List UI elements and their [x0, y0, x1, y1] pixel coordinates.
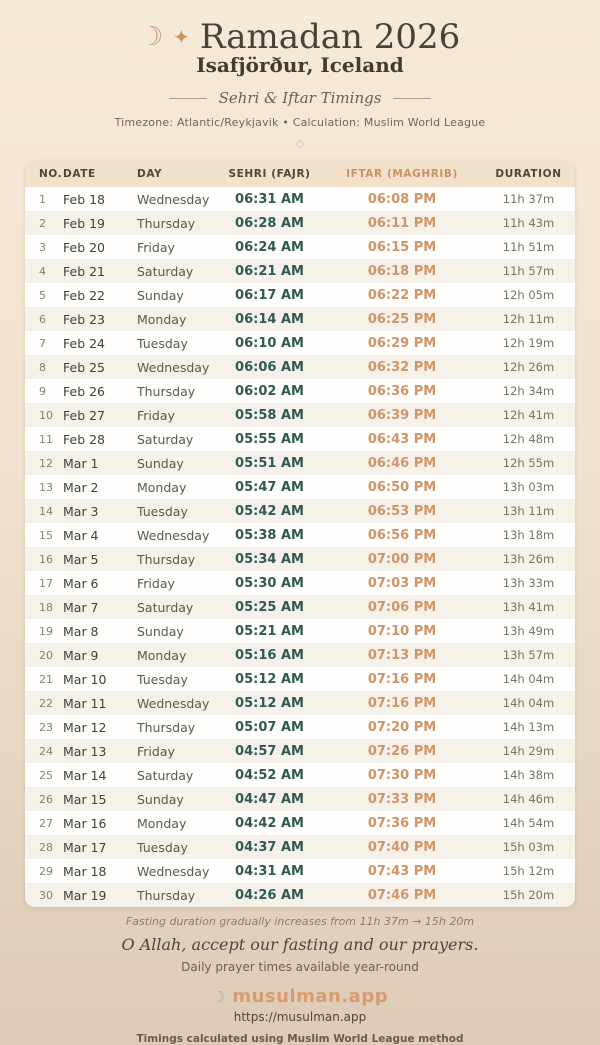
table-row — [25, 187, 575, 211]
row-number-cell: 29 — [39, 864, 53, 878]
row-number-cell: 26 — [39, 792, 53, 806]
day-cell: Saturday — [137, 263, 194, 279]
date-cell: Mar 14 — [63, 767, 107, 783]
date-cell: Feb 26 — [63, 383, 106, 399]
day-cell: Friday — [137, 239, 175, 255]
row-number-cell: 2 — [39, 216, 46, 230]
row-number-cell: 8 — [39, 360, 46, 374]
sehri-time-cell: 06:06 AM — [235, 359, 304, 375]
day-cell: Tuesday — [137, 335, 188, 351]
iftar-time-cell: 07:16 PM — [367, 671, 437, 687]
table-row — [25, 595, 575, 619]
col-header-sehri: SEHRI (FAJR) — [228, 168, 311, 180]
day-cell: Thursday — [137, 887, 196, 903]
table-row — [25, 403, 575, 427]
duration-cell: 12h 26m — [502, 360, 555, 374]
day-cell: Wednesday — [137, 695, 210, 711]
iftar-time-cell: 06:36 PM — [367, 383, 437, 399]
page-header — [115, 0, 486, 150]
brand-crescent-icon: ☾ — [211, 987, 226, 1006]
sehri-time-cell: 04:47 AM — [235, 791, 304, 807]
iftar-time-cell: 06:29 PM — [367, 335, 437, 351]
table-row — [25, 499, 575, 523]
sehri-time-cell: 05:16 AM — [235, 647, 304, 663]
duration-cell: 14h 13m — [502, 720, 555, 734]
daily-availability-note: Daily prayer times available year-round — [181, 960, 419, 974]
iftar-time-cell: 06:43 PM — [367, 431, 437, 447]
table-row — [25, 619, 575, 643]
row-number-cell: 9 — [39, 384, 46, 398]
row-number-cell: 18 — [39, 600, 53, 614]
date-cell: Mar 8 — [63, 623, 99, 639]
row-number-cell: 12 — [39, 456, 53, 470]
iftar-time-cell: 07:10 PM — [367, 623, 437, 639]
sehri-time-cell: 06:21 AM — [235, 263, 304, 279]
sehri-time-cell: 06:24 AM — [235, 239, 304, 255]
day-cell: Sunday — [137, 455, 184, 471]
iftar-time-cell: 07:43 PM — [367, 863, 437, 879]
sehri-time-cell: 05:58 AM — [235, 407, 304, 423]
date-cell: Feb 18 — [63, 191, 106, 207]
diamond-ornament-icon: ◇ — [295, 137, 305, 150]
day-cell: Saturday — [137, 599, 194, 615]
date-cell: Feb 21 — [63, 263, 106, 279]
duration-cell: 15h 12m — [502, 864, 555, 878]
duration-cell: 14h 29m — [502, 744, 555, 758]
duration-cell: 15h 03m — [502, 840, 555, 854]
duration-cell: 12h 55m — [502, 456, 555, 470]
row-number-cell: 10 — [39, 408, 53, 422]
row-number-cell: 1 — [39, 192, 46, 206]
row-number-cell: 3 — [39, 240, 46, 254]
duration-cell: 14h 04m — [502, 696, 555, 710]
date-cell: Mar 15 — [63, 791, 107, 807]
duration-cell: 14h 38m — [502, 768, 555, 782]
date-cell: Mar 19 — [63, 887, 107, 903]
date-cell: Mar 9 — [63, 647, 99, 663]
table-row — [25, 235, 575, 259]
timezone-calculation-meta: Timezone: Atlantic/Reykjavik • Calculation: Muslim World League — [114, 116, 486, 129]
col-header-no: NO. — [39, 168, 63, 180]
date-cell: Feb 28 — [63, 431, 106, 447]
day-cell: Thursday — [137, 551, 196, 567]
row-number-cell: 19 — [39, 624, 53, 638]
sehri-time-cell: 05:12 AM — [235, 695, 304, 711]
duration-cell: 11h 37m — [502, 192, 555, 206]
table-row — [25, 475, 575, 499]
day-cell: Wednesday — [137, 863, 210, 879]
fasting-duration-note: Fasting duration gradually increases from 11h 37m → 15h 20m — [125, 915, 475, 928]
row-number-cell: 15 — [39, 528, 53, 542]
row-number-cell: 7 — [39, 336, 46, 350]
col-header-date: DATE — [63, 168, 96, 180]
iftar-time-cell: 06:32 PM — [367, 359, 437, 375]
table-row — [25, 259, 575, 283]
brand-name: musulman.app — [232, 986, 389, 1007]
duration-cell: 12h 19m — [502, 336, 555, 350]
day-cell: Sunday — [137, 287, 184, 303]
duration-cell: 12h 41m — [502, 408, 555, 422]
date-cell: Mar 11 — [63, 695, 107, 711]
row-number-cell: 24 — [39, 744, 53, 758]
brand-url[interactable]: https://musulman.app — [233, 1010, 367, 1024]
iftar-time-cell: 07:46 PM — [367, 887, 437, 903]
duration-cell: 14h 04m — [502, 672, 555, 686]
date-cell: Mar 6 — [63, 575, 99, 591]
row-number-cell: 6 — [39, 312, 46, 326]
table-header-row — [25, 161, 575, 187]
sehri-time-cell: 06:31 AM — [235, 191, 304, 207]
timings-table — [25, 161, 575, 907]
sehri-time-cell: 05:38 AM — [235, 527, 304, 543]
table-row — [25, 307, 575, 331]
row-number-cell: 5 — [39, 288, 46, 302]
date-cell: Mar 1 — [63, 455, 99, 471]
sehri-time-cell: 05:51 AM — [235, 455, 304, 471]
date-cell: Feb 24 — [63, 335, 106, 351]
duration-cell: 12h 11m — [502, 312, 555, 326]
duration-cell: 13h 18m — [502, 528, 555, 542]
iftar-time-cell: 06:46 PM — [367, 455, 437, 471]
table-row — [25, 691, 575, 715]
duration-cell: 13h 11m — [502, 504, 555, 518]
row-number-cell: 23 — [39, 720, 53, 734]
row-number-cell: 20 — [39, 648, 53, 662]
table-row — [25, 571, 575, 595]
sehri-time-cell: 04:26 AM — [235, 887, 304, 903]
day-cell: Friday — [137, 407, 175, 423]
duration-cell: 13h 33m — [502, 576, 555, 590]
day-cell: Friday — [137, 575, 175, 591]
date-cell: Mar 13 — [63, 743, 107, 759]
date-cell: Mar 10 — [63, 671, 107, 687]
iftar-time-cell: 07:06 PM — [367, 599, 437, 615]
sehri-time-cell: 05:30 AM — [235, 575, 304, 591]
row-number-cell: 11 — [39, 432, 53, 446]
title-line — [115, 17, 486, 57]
date-cell: Mar 7 — [63, 599, 99, 615]
day-cell: Monday — [137, 647, 187, 663]
duration-cell: 12h 05m — [502, 288, 555, 302]
row-number-cell: 13 — [39, 480, 53, 494]
sehri-time-cell: 05:21 AM — [235, 623, 304, 639]
iftar-time-cell: 07:16 PM — [367, 695, 437, 711]
sparkle-icon: ✦ — [173, 25, 190, 49]
calculation-method-note: Timings calculated using Muslim World League method — [136, 1033, 464, 1045]
iftar-time-cell: 06:15 PM — [367, 239, 437, 255]
date-cell: Feb 25 — [63, 359, 106, 375]
col-header-iftar: IFTAR (MAGHRIB) — [346, 168, 458, 180]
table-row — [25, 331, 575, 355]
row-number-cell: 28 — [39, 840, 53, 854]
table-row — [25, 811, 575, 835]
subtitle-divider — [115, 89, 486, 107]
table-row — [25, 355, 575, 379]
day-cell: Sunday — [137, 623, 184, 639]
sehri-time-cell: 05:47 AM — [235, 479, 304, 495]
subtitle: Sehri & Iftar Timings — [218, 89, 382, 107]
sehri-time-cell: 06:17 AM — [235, 287, 304, 303]
iftar-time-cell: 06:08 PM — [367, 191, 437, 207]
table-row — [25, 763, 575, 787]
date-cell: Mar 4 — [63, 527, 99, 543]
duration-cell: 11h 43m — [502, 216, 555, 230]
row-number-cell: 22 — [39, 696, 53, 710]
iftar-time-cell: 06:53 PM — [367, 503, 437, 519]
day-cell: Thursday — [137, 719, 196, 735]
day-cell: Wednesday — [137, 191, 210, 207]
duration-cell: 12h 48m — [502, 432, 555, 446]
sehri-time-cell: 05:25 AM — [235, 599, 304, 615]
divider-line-left — [169, 98, 207, 99]
iftar-time-cell: 07:30 PM — [367, 767, 437, 783]
duration-cell: 11h 57m — [502, 264, 555, 278]
iftar-time-cell: 07:26 PM — [367, 743, 437, 759]
location-title: Isafjörður, Iceland — [196, 53, 404, 77]
row-number-cell: 14 — [39, 504, 53, 518]
iftar-time-cell: 07:20 PM — [367, 719, 437, 735]
duration-cell: 13h 41m — [502, 600, 555, 614]
row-number-cell: 16 — [39, 552, 53, 566]
date-cell: Feb 22 — [63, 287, 106, 303]
row-number-cell: 30 — [39, 888, 53, 902]
row-number-cell: 25 — [39, 768, 53, 782]
date-cell: Mar 18 — [63, 863, 107, 879]
day-cell: Thursday — [137, 383, 196, 399]
sehri-time-cell: 05:42 AM — [235, 503, 304, 519]
sehri-time-cell: 04:52 AM — [235, 767, 304, 783]
day-cell: Wednesday — [137, 359, 210, 375]
day-cell: Monday — [137, 815, 187, 831]
duration-cell: 13h 57m — [502, 648, 555, 662]
table-row — [25, 715, 575, 739]
sehri-time-cell: 06:14 AM — [235, 311, 304, 327]
duration-cell: 12h 34m — [502, 384, 555, 398]
duration-cell: 14h 46m — [502, 792, 555, 806]
sehri-time-cell: 05:55 AM — [235, 431, 304, 447]
day-cell: Saturday — [137, 767, 194, 783]
row-number-cell: 27 — [39, 816, 53, 830]
day-cell: Sunday — [137, 791, 184, 807]
table-row — [25, 835, 575, 859]
dua-quote: O Allah, accept our fasting and our prayers. — [121, 935, 479, 954]
date-cell: Mar 16 — [63, 815, 107, 831]
iftar-time-cell: 06:25 PM — [367, 311, 437, 327]
day-cell: Thursday — [137, 215, 196, 231]
date-cell: Mar 2 — [63, 479, 99, 495]
row-number-cell: 21 — [39, 672, 53, 686]
table-row — [25, 547, 575, 571]
iftar-time-cell: 07:36 PM — [367, 815, 437, 831]
iftar-time-cell: 07:03 PM — [367, 575, 437, 591]
duration-cell: 13h 26m — [502, 552, 555, 566]
day-cell: Tuesday — [137, 503, 188, 519]
iftar-time-cell: 06:50 PM — [367, 479, 437, 495]
iftar-time-cell: 06:39 PM — [367, 407, 437, 423]
date-cell: Feb 23 — [63, 311, 106, 327]
day-cell: Tuesday — [137, 839, 188, 855]
duration-cell: 13h 03m — [502, 480, 555, 494]
duration-cell: 14h 54m — [502, 816, 555, 830]
col-header-day: DAY — [137, 168, 163, 180]
table-row — [25, 883, 575, 907]
table-row — [25, 787, 575, 811]
crescent-moon-icon: ☾ — [139, 22, 164, 52]
duration-cell: 15h 20m — [502, 888, 555, 902]
table-row — [25, 667, 575, 691]
iftar-time-cell: 07:13 PM — [367, 647, 437, 663]
day-cell: Wednesday — [137, 527, 210, 543]
col-header-duration: DURATION — [495, 168, 562, 180]
duration-cell: 11h 51m — [502, 240, 555, 254]
iftar-time-cell: 07:40 PM — [367, 839, 437, 855]
brand-link[interactable] — [212, 986, 388, 1007]
iftar-time-cell: 06:18 PM — [367, 263, 437, 279]
day-cell: Tuesday — [137, 671, 188, 687]
date-cell: Mar 17 — [63, 839, 107, 855]
day-cell: Monday — [137, 479, 187, 495]
sehri-time-cell: 04:31 AM — [235, 863, 304, 879]
row-number-cell: 17 — [39, 576, 53, 590]
table-row — [25, 739, 575, 763]
table-row — [25, 523, 575, 547]
iftar-time-cell: 07:00 PM — [367, 551, 437, 567]
table-row — [25, 859, 575, 883]
iftar-time-cell: 06:22 PM — [367, 287, 437, 303]
date-cell: Feb 20 — [63, 239, 106, 255]
sehri-time-cell: 06:28 AM — [235, 215, 304, 231]
table-row — [25, 211, 575, 235]
sehri-time-cell: 05:12 AM — [235, 671, 304, 687]
table-row — [25, 283, 575, 307]
sehri-time-cell: 06:02 AM — [235, 383, 304, 399]
table-row — [25, 427, 575, 451]
date-cell: Feb 19 — [63, 215, 106, 231]
date-cell: Mar 3 — [63, 503, 99, 519]
table-body — [25, 187, 575, 907]
day-cell: Saturday — [137, 431, 194, 447]
divider-line-right — [393, 98, 431, 99]
duration-cell: 13h 49m — [502, 624, 555, 638]
iftar-time-cell: 07:33 PM — [367, 791, 437, 807]
sehri-time-cell: 06:10 AM — [235, 335, 304, 351]
sehri-time-cell: 04:42 AM — [235, 815, 304, 831]
day-cell: Monday — [137, 311, 187, 327]
row-number-cell: 4 — [39, 264, 46, 278]
table-row — [25, 643, 575, 667]
sehri-time-cell: 05:34 AM — [235, 551, 304, 567]
date-cell: Feb 27 — [63, 407, 106, 423]
date-cell: Mar 5 — [63, 551, 99, 567]
iftar-time-cell: 06:56 PM — [367, 527, 437, 543]
iftar-time-cell: 06:11 PM — [367, 215, 437, 231]
table-row — [25, 451, 575, 475]
sehri-time-cell: 04:57 AM — [235, 743, 304, 759]
date-cell: Mar 12 — [63, 719, 107, 735]
sehri-time-cell: 04:37 AM — [235, 839, 304, 855]
page-title: Ramadan 2026 — [199, 17, 461, 57]
sehri-time-cell: 05:07 AM — [235, 719, 304, 735]
day-cell: Friday — [137, 743, 175, 759]
table-row — [25, 379, 575, 403]
